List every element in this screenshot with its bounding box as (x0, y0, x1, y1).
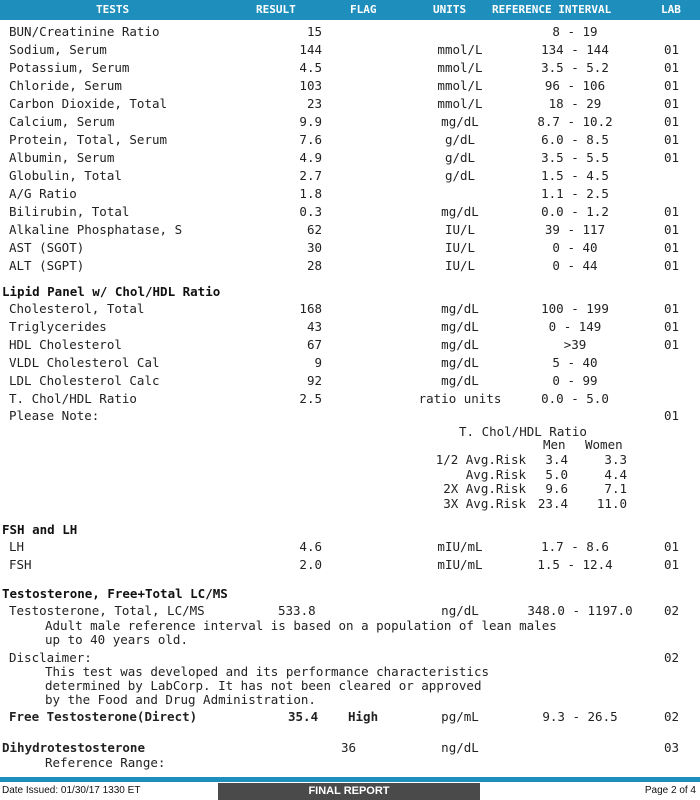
test-result: 9.9 (299, 114, 322, 129)
ratio-men-value: 9.6 (545, 481, 568, 496)
test-lab: 01 (664, 78, 680, 93)
table-row (0, 355, 700, 373)
test-units: mmol/L (437, 96, 483, 111)
test-reference: 1.5 - 4.5 (541, 168, 609, 183)
test-result: 23 (306, 96, 322, 111)
disclaimer-line3: by the Food and Drug Administration. (45, 692, 316, 707)
test-units: mg/dL (441, 355, 479, 370)
test-lab: 01 (664, 222, 680, 237)
ratio-women-value: 4.4 (604, 466, 627, 482)
test-result: 62 (306, 222, 322, 237)
test-name: BUN/Creatinine Ratio (9, 24, 160, 39)
ratio-risk-label: 3X Avg.Risk (443, 495, 526, 511)
test-units: mIU/mL (437, 557, 483, 572)
test-units: mmol/L (437, 60, 483, 75)
test-lab: 01 (664, 337, 680, 352)
test-lab: 01 (664, 114, 680, 129)
test-name: VLDL Cholesterol Cal (9, 355, 160, 370)
test-name: Protein, Total, Serum (9, 132, 168, 147)
please-note-label: Please Note: (9, 408, 100, 423)
table-row (0, 373, 700, 391)
table-row (0, 42, 700, 60)
table-row (0, 319, 700, 337)
test-result: 35.4 (288, 709, 319, 724)
ratio-table-title: T. Chol/HDL Ratio (459, 424, 587, 439)
header-flag: FLAG (350, 3, 377, 16)
test-name: Triglycerides (9, 319, 107, 334)
test-units: mg/dL (441, 114, 479, 129)
test-reference: 18 - 29 (548, 96, 602, 111)
header-tests: TESTS (96, 3, 130, 16)
test-reference: 0.0 - 5.0 (541, 391, 609, 406)
test-reference: 100 - 199 (541, 301, 609, 316)
test-name: Free Testosterone(Direct) (9, 709, 198, 724)
test-reference: 8 - 19 (552, 24, 598, 39)
disclaimer-lab: 02 (664, 650, 680, 665)
final-report-banner: FINAL REPORT (218, 783, 480, 800)
table-row (0, 96, 700, 114)
ratio-women-value: 11.0 (596, 495, 627, 511)
table-row (0, 301, 700, 319)
test-reference: 96 - 106 (544, 78, 606, 93)
test-reference: 3.5 - 5.5 (541, 150, 609, 165)
test-result: 533.8 (278, 603, 316, 618)
test-reference: 0.0 - 1.2 (541, 204, 609, 219)
ratio-men-value: 5.0 (545, 466, 568, 482)
ratio-women-value: 7.1 (604, 481, 627, 496)
test-result: 168 (299, 301, 322, 316)
test-name: T. Chol/HDL Ratio (9, 391, 137, 406)
test-result: 144 (299, 42, 322, 57)
test-lab: 02 (664, 603, 680, 618)
test-reference: 1.5 - 12.4 (537, 557, 613, 572)
test-result: 0.3 (299, 204, 322, 219)
test-result: 2.7 (299, 168, 322, 183)
footer-divider (0, 777, 700, 782)
test-name: Carbon Dioxide, Total (9, 96, 168, 111)
header-lab: LAB (661, 3, 681, 16)
test-units: mmol/L (437, 78, 483, 93)
fsh-lh-title: FSH and LH (2, 522, 78, 537)
test-name: LH (9, 539, 25, 554)
test-lab: 01 (664, 240, 680, 255)
ratio-men-value: 23.4 (537, 495, 568, 511)
table-row (0, 114, 700, 132)
test-units: g/dL (444, 168, 476, 183)
test-lab: 01 (664, 301, 680, 316)
disclaimer-line1: This test was developed and its performance characteristics (45, 664, 490, 679)
table-row (0, 337, 700, 355)
test-reference: 348.0 - 1197.0 (527, 603, 633, 618)
header-reference-interval: REFERENCE INTERVAL (492, 3, 612, 16)
table-row (0, 222, 700, 240)
test-result: 92 (306, 373, 322, 388)
test-result: 43 (306, 319, 322, 334)
test-reference: 8.7 - 10.2 (537, 114, 613, 129)
header-units: UNITS (433, 3, 467, 16)
test-reference: 9.3 - 26.5 (542, 709, 618, 724)
page-number: Page 2 of 4 (644, 785, 696, 796)
test-units: pg/mL (441, 709, 479, 724)
test-name: Albumin, Serum (9, 150, 115, 165)
test-name: ALT (SGPT) (9, 258, 85, 273)
test-reference: 0 - 44 (552, 258, 598, 273)
test-lab: 01 (664, 60, 680, 75)
lipid-panel-title: Lipid Panel w/ Chol/HDL Ratio (2, 284, 221, 299)
test-lab: 01 (664, 557, 680, 572)
table-header (0, 0, 700, 20)
test-result: 28 (306, 258, 322, 273)
test-name: Alkaline Phosphatase, S (9, 222, 183, 237)
ratio-col-women: Women (585, 437, 623, 452)
ratio-men-value: 3.4 (545, 452, 568, 467)
test-name: Globulin, Total (9, 168, 122, 183)
test-name: Sodium, Serum (9, 42, 107, 57)
test-lab: 01 (664, 204, 680, 219)
test-name: FSH (9, 557, 32, 572)
test-result: 4.6 (299, 539, 322, 554)
test-units: IU/L (444, 240, 476, 255)
test-name: Calcium, Serum (9, 114, 115, 129)
test-lab: 02 (664, 709, 680, 724)
table-row (0, 709, 700, 727)
test-name: A/G Ratio (9, 186, 77, 201)
test-reference: 134 - 144 (541, 42, 609, 57)
table-row (0, 258, 700, 276)
test-name: Testosterone, Total, LC/MS (9, 603, 205, 618)
test-lab: 01 (664, 96, 680, 111)
test-reference: 5 - 40 (552, 355, 598, 370)
test-units: mg/dL (441, 301, 479, 316)
test-name: Chloride, Serum (9, 78, 122, 93)
ratio-risk-label: Avg.Risk (465, 466, 526, 482)
test-lab: 01 (664, 42, 680, 57)
test-reference: 0 - 99 (552, 373, 598, 388)
disclaimer-line2: determined by LabCorp. It has not been cleared or approved (45, 678, 482, 693)
table-row (0, 557, 700, 575)
table-row (0, 24, 700, 42)
test-reference: 6.0 - 8.5 (541, 132, 609, 147)
table-row (0, 150, 700, 168)
test-reference: 3.5 - 5.2 (541, 60, 609, 75)
test-result: 4.5 (299, 60, 322, 75)
test-result: 67 (306, 337, 322, 352)
test-units: mg/dL (441, 337, 479, 352)
test-units: mg/dL (441, 373, 479, 388)
test-lab: 03 (664, 740, 680, 755)
test-units: mIU/mL (437, 539, 483, 554)
test-units: ng/dL (441, 603, 479, 618)
test-reference: >39 (563, 337, 587, 352)
test-name: Bilirubin, Total (9, 204, 130, 219)
please-note-lab: 01 (664, 408, 680, 423)
test-lab: 01 (664, 539, 680, 554)
test-units: ratio units (418, 391, 502, 406)
dht-title: Dihydrotestosterone (2, 740, 145, 755)
test-reference: 0 - 40 (552, 240, 598, 255)
test-units: g/dL (444, 132, 476, 147)
date-issued: Date Issued: 01/30/17 1330 ET (2, 785, 141, 796)
test-result: 9 (314, 355, 322, 370)
test-result: 2.0 (299, 557, 322, 572)
test-lab: 01 (664, 132, 680, 147)
test-result: 36 (341, 740, 357, 755)
test-result: 4.9 (299, 150, 322, 165)
test-result: 103 (299, 78, 322, 93)
test-units: mmol/L (437, 42, 483, 57)
test-units: ng/dL (441, 740, 479, 755)
test-lab: 01 (664, 258, 680, 273)
table-row (0, 240, 700, 258)
testosterone-title: Testosterone, Free+Total LC/MS (2, 586, 228, 601)
test-result: 30 (306, 240, 322, 255)
test-result: 1.8 (299, 186, 322, 201)
test-units: IU/L (444, 222, 476, 237)
test-result: 2.5 (299, 391, 322, 406)
table-row (0, 204, 700, 222)
reference-range-label: Reference Range: (45, 755, 166, 770)
table-row (0, 60, 700, 78)
test-units: IU/L (444, 258, 476, 273)
test-flag: High (348, 709, 379, 724)
testosterone-note-line1: Adult male reference interval is based on a population of lean males (45, 618, 557, 633)
test-reference: 1.7 - 8.6 (541, 539, 609, 554)
test-reference: 0 - 149 (548, 319, 602, 334)
ratio-col-men: Men (543, 437, 566, 452)
table-row (0, 168, 700, 186)
test-lab: 01 (664, 319, 680, 334)
test-name: LDL Cholesterol Calc (9, 373, 160, 388)
test-name: AST (SGOT) (9, 240, 85, 255)
test-units: mg/dL (441, 204, 479, 219)
table-row (0, 539, 700, 557)
test-result: 7.6 (299, 132, 322, 147)
test-reference: 39 - 117 (544, 222, 606, 237)
disclaimer-label: Disclaimer: (9, 650, 92, 665)
test-units: mg/dL (441, 319, 479, 334)
ratio-risk-label: 2X Avg.Risk (443, 481, 526, 496)
header-result: RESULT (256, 3, 296, 16)
test-name: HDL Cholesterol (9, 337, 122, 352)
ratio-risk-label: 1/2 Avg.Risk (435, 452, 526, 467)
test-reference: 1.1 - 2.5 (541, 186, 609, 201)
testosterone-note-line2: up to 40 years old. (45, 632, 188, 647)
test-result: 15 (306, 24, 322, 39)
table-row (0, 186, 700, 204)
test-name: Potassium, Serum (9, 60, 130, 75)
table-row (0, 78, 700, 96)
test-units: g/dL (444, 150, 476, 165)
test-name: Cholesterol, Total (9, 301, 145, 316)
table-row (0, 391, 700, 409)
table-row (0, 132, 700, 150)
ratio-women-value: 3.3 (604, 452, 627, 467)
test-lab: 01 (664, 150, 680, 165)
